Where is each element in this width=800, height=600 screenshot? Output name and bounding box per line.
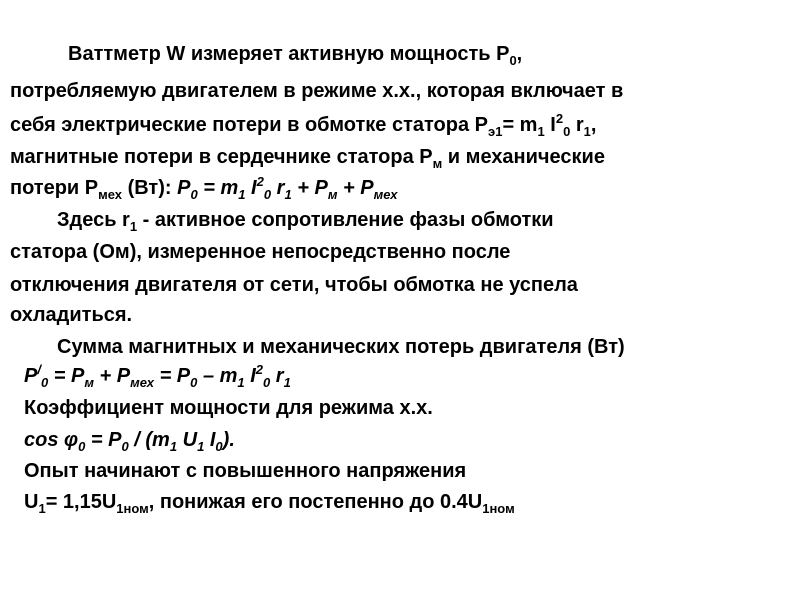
superscript: 2 — [256, 174, 264, 189]
superscript: 2 — [255, 362, 264, 377]
para1-line3 — [10, 113, 596, 137]
para2-line2 — [10, 240, 510, 264]
subscript: мех — [98, 187, 123, 202]
formula-part: – m — [197, 365, 238, 387]
text: = 1,15U — [45, 491, 117, 513]
para1-line4 — [10, 145, 605, 169]
formula-loss-sum — [24, 364, 291, 388]
subscript: 0 — [563, 124, 571, 139]
subscript: 1 — [583, 124, 591, 139]
power-factor-label — [24, 396, 433, 420]
subscript: 1 — [537, 124, 545, 139]
formula-part: = P — [48, 365, 85, 387]
formula-part: + P — [291, 177, 328, 199]
formula-part: r — [270, 365, 284, 387]
text: магнитные потери в сердечнике статора Р — [10, 146, 433, 168]
text: , понижая его постепенно до 0.4U — [148, 491, 483, 513]
subscript: э1 — [488, 124, 503, 139]
text: себя электрические потери в обмотке статора Р — [10, 114, 489, 136]
para2-line1 — [57, 208, 554, 232]
text: охладиться. — [10, 304, 133, 326]
subscript: 1 — [238, 187, 246, 202]
subscript: 1 — [283, 375, 291, 390]
subscript: 0 — [509, 53, 517, 68]
subscript: мех — [130, 375, 155, 390]
text: Здесь r — [57, 209, 130, 231]
formula-part: r — [271, 177, 285, 199]
para2-line3 — [10, 273, 578, 297]
formula-part: + P — [337, 177, 374, 199]
text: потребляемую двигателем в режиме х.х., которая включает в — [10, 80, 624, 102]
text: статора (Ом), измеренное непосредственно после — [10, 241, 511, 263]
formula-part: ). — [222, 429, 235, 451]
subscript: 0 — [121, 439, 129, 454]
subscript: 0 — [190, 375, 198, 390]
subscript: 1 — [129, 219, 138, 234]
formula-part: P — [24, 365, 38, 387]
subscript: 0 — [78, 439, 86, 454]
formula-part: cos φ — [24, 429, 79, 451]
para2-line4 — [10, 303, 132, 327]
subscript: 1ном — [116, 501, 149, 516]
formula-part: = P — [154, 365, 191, 387]
text: Сумма магнитных и механических потерь двигателя (Вт) — [57, 336, 625, 358]
para1-line1 — [68, 42, 522, 66]
subscript: 1 — [284, 187, 292, 202]
experiment-line1 — [24, 459, 466, 483]
subscript: мех — [373, 187, 398, 202]
para1-line5 — [10, 176, 397, 200]
subscript: 1 — [197, 439, 205, 454]
subscript: 0 — [40, 375, 49, 390]
experiment-line2 — [24, 490, 515, 514]
text: I — [544, 114, 556, 136]
subscript: 0 — [190, 187, 198, 202]
text: Опыт начинают с повышенного напряжения — [24, 460, 467, 482]
formula-part: + P — [93, 365, 131, 387]
text: , — [590, 114, 597, 136]
text: , — [516, 43, 523, 65]
subscript: 1 — [169, 439, 178, 454]
formula-part: / (m — [128, 429, 170, 451]
text: U — [24, 491, 39, 513]
superscript: 2 — [555, 111, 564, 126]
text: Коэффициент мощности для режима х.х. — [24, 397, 433, 419]
subscript: м — [327, 187, 338, 202]
formula-part: U — [177, 429, 198, 451]
subscript: 0 — [263, 375, 271, 390]
formula-power-factor — [24, 428, 235, 452]
subscript: 1 — [38, 501, 46, 516]
text: и механические — [442, 146, 605, 168]
subscript: м — [84, 375, 94, 390]
text: Ваттметр W измеряет активную мощность Р — [68, 43, 510, 65]
text: - активное сопротивление фазы обмотки — [137, 209, 554, 231]
formula-part: = m — [197, 177, 239, 199]
superscript: / — [37, 362, 41, 377]
para3-heading — [57, 335, 625, 359]
formula-no-load-power — [177, 174, 398, 202]
para1-line2 — [10, 79, 623, 103]
subscript: м — [432, 156, 443, 171]
text: = m — [502, 114, 538, 136]
formula-part: I — [204, 429, 216, 451]
formula-part: I — [244, 365, 256, 387]
subscript: 1ном — [482, 501, 515, 516]
formula-part: = P — [85, 429, 122, 451]
subscript: 0 — [263, 187, 272, 202]
text: (Вт): — [122, 177, 178, 199]
text: отключения двигателя от сети, чтобы обмотка не успела — [10, 274, 578, 296]
text: r — [570, 114, 584, 136]
formula-part: P — [177, 177, 191, 199]
text: потери Р — [10, 177, 99, 199]
formula-part: I — [245, 177, 257, 199]
subscript: 1 — [237, 375, 245, 390]
subscript: 0 — [215, 439, 223, 454]
